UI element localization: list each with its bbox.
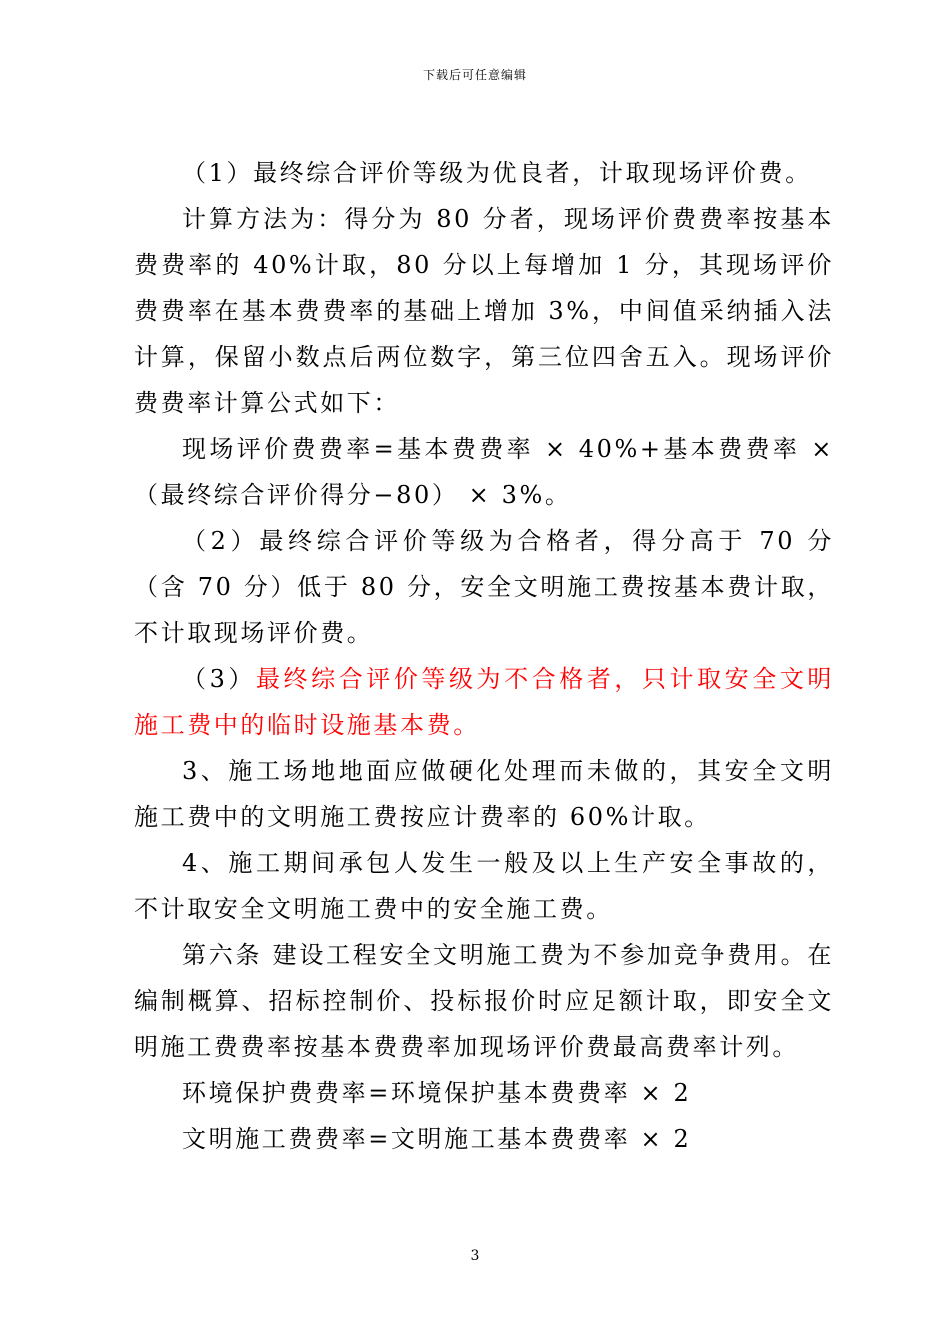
paragraph-8: 第六条 建设工程安全文明施工费为不参加竞争费用。在编制概算、招标控制价、投标报价时应足额计取，即安全文明施工费费率按基本费费率加现场评价费最高费率计列。 <box>134 941 834 1061</box>
paragraph-1: （1）最终综合评价等级为优良者，计取现场评价费。 <box>182 159 812 187</box>
paragraph-3: 现场评价费费率=基本费费率 × 40%+基本费费率 × （最终综合评价得分−80） × 3%。 <box>134 435 834 509</box>
paragraph-2: 计算方法为：得分为 80 分者，现场评价费费率按基本费费率的 40%计取，80 分以上每增加 1 分，其现场评价费费率在基本费费率的基础上增加 3%，中间值采纳插入法计算，保留小数点后两位数字，第三位四舍五入。现场评价费费率计算公式如下： <box>134 205 834 417</box>
paragraph-5-prefix: （3） <box>182 665 256 693</box>
document-body <box>134 150 834 1162</box>
paragraph-10: 文明施工费费率=文明施工基本费费率 × 2 <box>182 1125 692 1153</box>
paragraph-7: 4、施工期间承包人发生一般及以上生产安全事故的，不计取安全文明施工费中的安全施工费。 <box>134 849 834 923</box>
paragraph-5-highlight: 最终综合评价等级为不合格者，只计取安全文明施工费中的临时设施基本费。 <box>134 665 834 739</box>
page-header: 下载后可任意编辑 <box>422 68 527 82</box>
paragraph-4: （2）最终综合评价等级为合格者，得分高于 70 分（含 70 分）低于 80 分，安全文明施工费按基本费计取，不计取现场评价费。 <box>134 527 834 647</box>
paragraph-9: 环境保护费费率=环境保护基本费费率 × 2 <box>182 1079 692 1107</box>
paragraph-5 <box>134 656 834 748</box>
paragraph-6: 3、施工场地地面应做硬化处理而未做的，其安全文明施工费中的文明施工费按应计费率的 60%计取。 <box>134 757 834 831</box>
page-number: 3 <box>470 1248 480 1264</box>
